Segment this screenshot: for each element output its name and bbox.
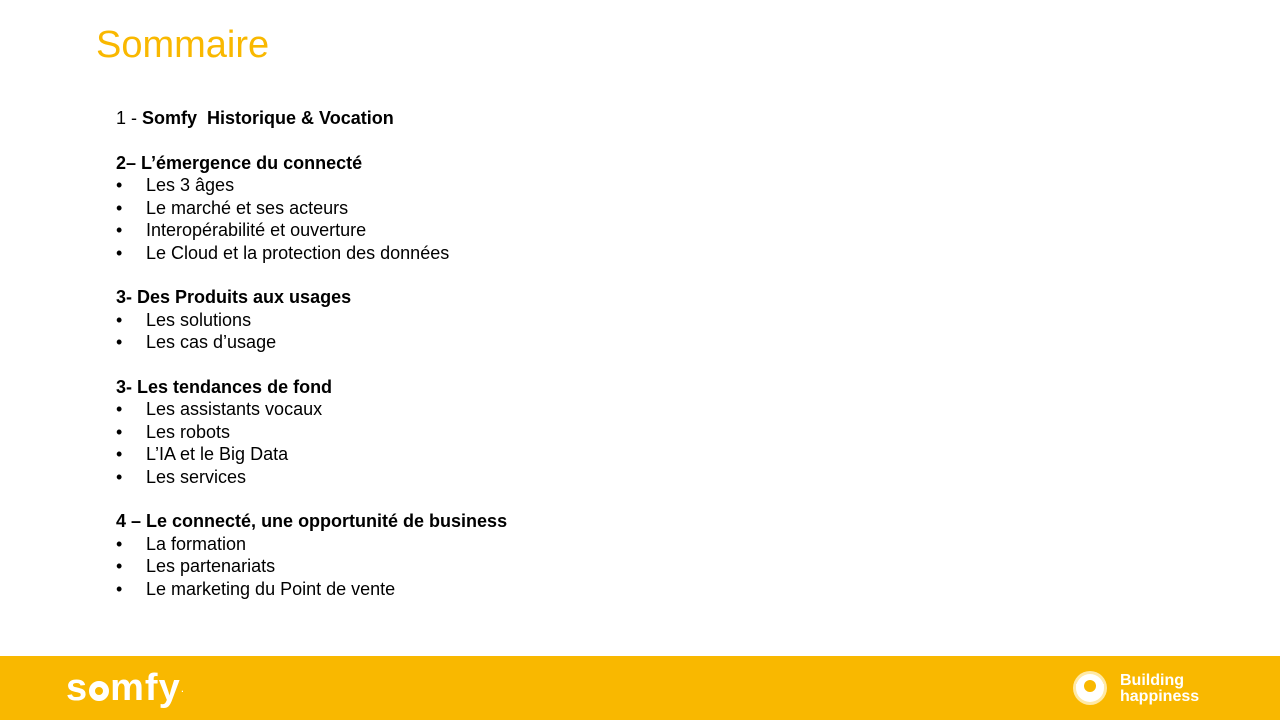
bullet-icon: • bbox=[116, 399, 123, 419]
section-title: Somfy Historique & Vocation bbox=[142, 108, 394, 128]
list-item: • Les solutions bbox=[116, 309, 252, 330]
list-item: • Le Cloud et la protection des données bbox=[116, 242, 450, 263]
building-happiness-icon bbox=[1072, 670, 1108, 706]
table-of-contents bbox=[116, 107, 916, 622]
section-items bbox=[116, 533, 916, 601]
bullet-icon: • bbox=[116, 332, 123, 352]
section-number: 3- bbox=[116, 376, 138, 397]
section-title: Le connecté, une opportunité de business bbox=[146, 511, 508, 531]
section-heading bbox=[116, 286, 916, 309]
section-title: L’émergence du connecté bbox=[141, 152, 363, 173]
slide-title: Sommaire bbox=[96, 24, 270, 66]
bullet-icon: • bbox=[116, 466, 123, 487]
list-item: • Les partenariats bbox=[116, 556, 276, 576]
list-item: • Interopérabilité et ouverture bbox=[116, 220, 367, 240]
section-title: Des Produits aux usages bbox=[137, 287, 352, 307]
toc-section-4 bbox=[116, 376, 916, 489]
list-item: • Les services bbox=[116, 466, 247, 487]
toc-section-2 bbox=[116, 152, 916, 265]
section-title: Les tendances de fond bbox=[137, 376, 333, 397]
section-items bbox=[116, 174, 916, 264]
section-number: 4 – bbox=[116, 511, 147, 531]
list-item: • Le marché et ses acteurs bbox=[116, 197, 349, 218]
logo-o-ring-icon bbox=[89, 681, 109, 701]
tagline-line-1: Building bbox=[1120, 672, 1184, 689]
list-item: • Les 3 âges bbox=[116, 175, 235, 195]
bullet-icon: • bbox=[116, 242, 123, 263]
section-number: 3- bbox=[116, 287, 138, 307]
toc-section-1 bbox=[116, 107, 916, 130]
bullet-icon: • bbox=[116, 197, 123, 218]
list-item: • L’IA et le Big Data bbox=[116, 444, 289, 464]
section-heading bbox=[116, 107, 916, 130]
list-item: • Les robots bbox=[116, 421, 231, 442]
bullet-icon: • bbox=[116, 533, 123, 554]
section-number: 2– bbox=[116, 152, 142, 173]
bullet-icon: • bbox=[116, 578, 123, 599]
list-item: • Le marketing du Point de vente bbox=[116, 578, 396, 599]
section-items bbox=[116, 398, 916, 488]
bullet-icon: • bbox=[116, 309, 123, 330]
toc-section-3 bbox=[116, 286, 916, 354]
list-item: • Les cas d’usage bbox=[116, 332, 277, 352]
section-number: 1 - bbox=[116, 108, 143, 128]
section-heading bbox=[116, 510, 916, 533]
footer-band bbox=[0, 656, 1280, 720]
section-heading bbox=[116, 152, 916, 175]
tagline bbox=[1120, 673, 1199, 705]
list-item: • Les assistants vocaux bbox=[116, 399, 323, 419]
bullet-icon: • bbox=[116, 556, 123, 576]
bullet-icon: • bbox=[116, 175, 123, 195]
bullet-icon: • bbox=[116, 421, 123, 442]
list-item: • La formation bbox=[116, 533, 247, 554]
section-heading bbox=[116, 376, 916, 399]
toc-section-5 bbox=[116, 510, 916, 600]
bullet-icon: • bbox=[116, 444, 123, 464]
tagline-line-2: happiness bbox=[1120, 688, 1200, 705]
section-items bbox=[116, 309, 916, 354]
bullet-icon: • bbox=[116, 220, 123, 240]
somfy-logo: s mfy. bbox=[66, 667, 186, 709]
